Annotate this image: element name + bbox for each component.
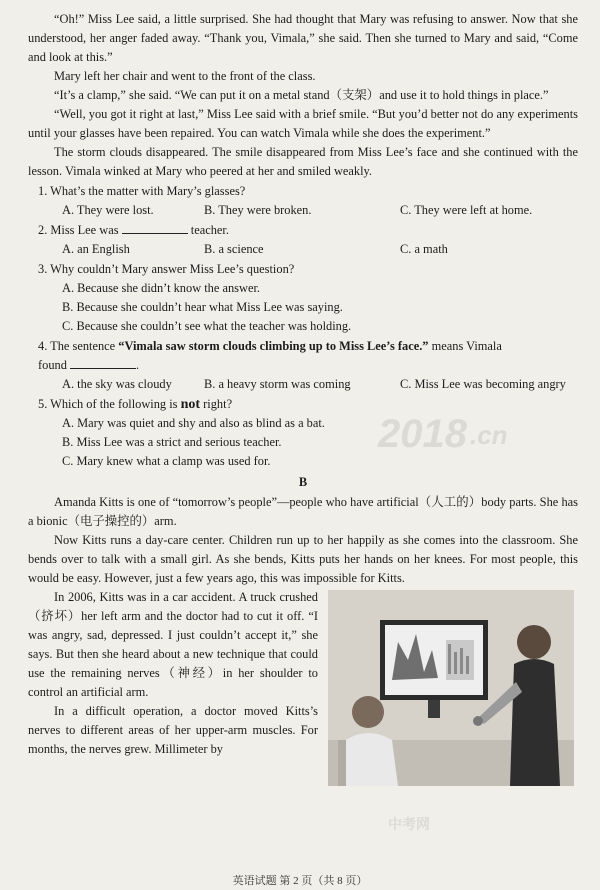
question-3-option-a: A. Because she didn’t know the answer. [62, 281, 260, 295]
passage-b-paragraph-3: In 2006, Kitts was in a car accident. A truck crushed（挤坏）her left arm and the doctor had to cut it off. “I was angry, sad, depressed. I just couldn’t accept it,” she says. But then she heard about a new technique that could use the remaining nerves（神经）in her shoulder to control an artificial arm. [28, 590, 318, 699]
question-2-options [38, 240, 578, 259]
passage-b-paragraph-4: In a difficult operation, a doctor moved Kitts’s nerves to different areas of her upper-arm muscles. For months, the nerves grew. Millimeter by [28, 704, 318, 756]
question-2-stem-pre: 2. Miss Lee was [38, 223, 119, 237]
question-2-option-a: A. an English [62, 242, 130, 256]
passage-a-paragraph-5: The storm clouds disappeared. The smile disappeared from Miss Lee’s face and she continued with the lesson. Vimala winked at Mary who peered at her and smiled weakly. [28, 145, 578, 178]
photo-illustration [328, 590, 574, 786]
passage-a-paragraph-3: “It’s a clamp,” she said. “We can put it on a metal stand（支架）and use it to hold things in place.” [54, 88, 549, 102]
question-4-options [38, 375, 578, 394]
question-1-stem: 1. What’s the matter with Mary’s glasses? [38, 184, 246, 198]
section-b-heading: B [298, 475, 308, 489]
watermark-site-name: 中考网 [388, 816, 430, 832]
question-1-option-c: C. They were left at home. [400, 203, 533, 217]
passage-a-paragraph-2: Mary left her chair and went to the front of the class. [54, 69, 316, 83]
question-5-option-c: C. Mary knew what a clamp was used for. [62, 454, 271, 468]
watermark-domain: .cn [470, 420, 508, 450]
question-5-option-a: A. Mary was quiet and shy and also as blind as a bat. [62, 416, 325, 430]
question-1-option-a: A. They were lost. [62, 203, 154, 217]
question-2 [28, 221, 578, 259]
answer-blank [70, 356, 136, 369]
question-2-option-c: C. a math [400, 242, 448, 256]
question-4 [28, 337, 578, 394]
question-2-option-b: B. a science [204, 242, 264, 256]
bionic-arm-photo [328, 590, 574, 786]
question-5-stem-post: right? [203, 397, 233, 411]
question-5-emphasis-not: not [180, 397, 201, 412]
question-3 [28, 260, 578, 336]
passage-b-text-column [28, 588, 318, 759]
watermark-year: 2018 [378, 412, 467, 456]
question-3-stem: 3. Why couldn’t Mary answer Miss Lee’s question? [38, 262, 295, 276]
question-4-option-c: C. Miss Lee was becoming angry [400, 377, 566, 391]
passage-b-figure-row [28, 588, 578, 786]
question-5-option-b: B. Miss Lee was a strict and serious teacher. [62, 435, 282, 449]
question-3-option-c: C. Because she couldn’t see what the teacher was holding. [62, 319, 352, 333]
question-3-option-b: B. Because she couldn’t hear what Miss Lee was saying. [62, 300, 343, 314]
passage-a-paragraph-4: “Well, you got it right at last,” Miss Lee said with a brief smile. “But you’d better not do any experiments until your glasses have been repaired. You can watch Vimala while she does the experiment.” [28, 107, 578, 140]
question-2-stem-post: teacher. [190, 223, 229, 237]
question-1-options [38, 201, 578, 220]
passage-b-paragraph-1: Amanda Kitts is one of “tomorrow’s people”—people who have artificial（人工的）body parts. She has a bionic（电子操控的）arm. [28, 495, 578, 528]
answer-blank [122, 221, 188, 234]
question-5-stem [38, 395, 578, 414]
question-4-stem: 4. The sentence “Vimala saw storm clouds climbing up to Miss Lee’s face.” means Vimala found . [38, 339, 502, 372]
question-4-stem-post: found [38, 358, 67, 372]
question-4-option-a: A. the sky was cloudy [62, 377, 172, 391]
passage-a-paragraph-1: “Oh!” Miss Lee said, a little surprised. She had thought that Mary was refusing to answer. Now that she understood, her anger faded away. “Thank you, Vimala,” she said. Then she turned to Mary and said, “Come and look at this.” [28, 12, 578, 64]
question-1 [28, 182, 578, 220]
question-1-option-b: B. They were broken. [204, 203, 312, 217]
page-footer: 英语试题 第 2 页（共 8 页） [232, 875, 368, 887]
question-5-stem-pre: 5. Which of the following is [38, 397, 178, 411]
question-5 [28, 395, 578, 471]
passage-b-paragraph-2: Now Kitts runs a day-care center. Children run up to her happily as she comes into the classroom. She bends over to talk with a small girl. As she bends, Kitts puts her hands on her knees. For most people, this would be easy. However, just a few years ago, this was impossible for Kitts. [28, 533, 578, 585]
question-4-stem-mid: means Vimala [431, 339, 502, 353]
question-4-stem-pre: 4. The sentence [38, 339, 116, 353]
question-4-option-b: B. a heavy storm was coming [204, 377, 351, 391]
question-4-quoted-sentence: “Vimala saw storm clouds climbing up to Miss Lee’s face.” [118, 339, 429, 353]
question-2-stem [38, 221, 578, 240]
